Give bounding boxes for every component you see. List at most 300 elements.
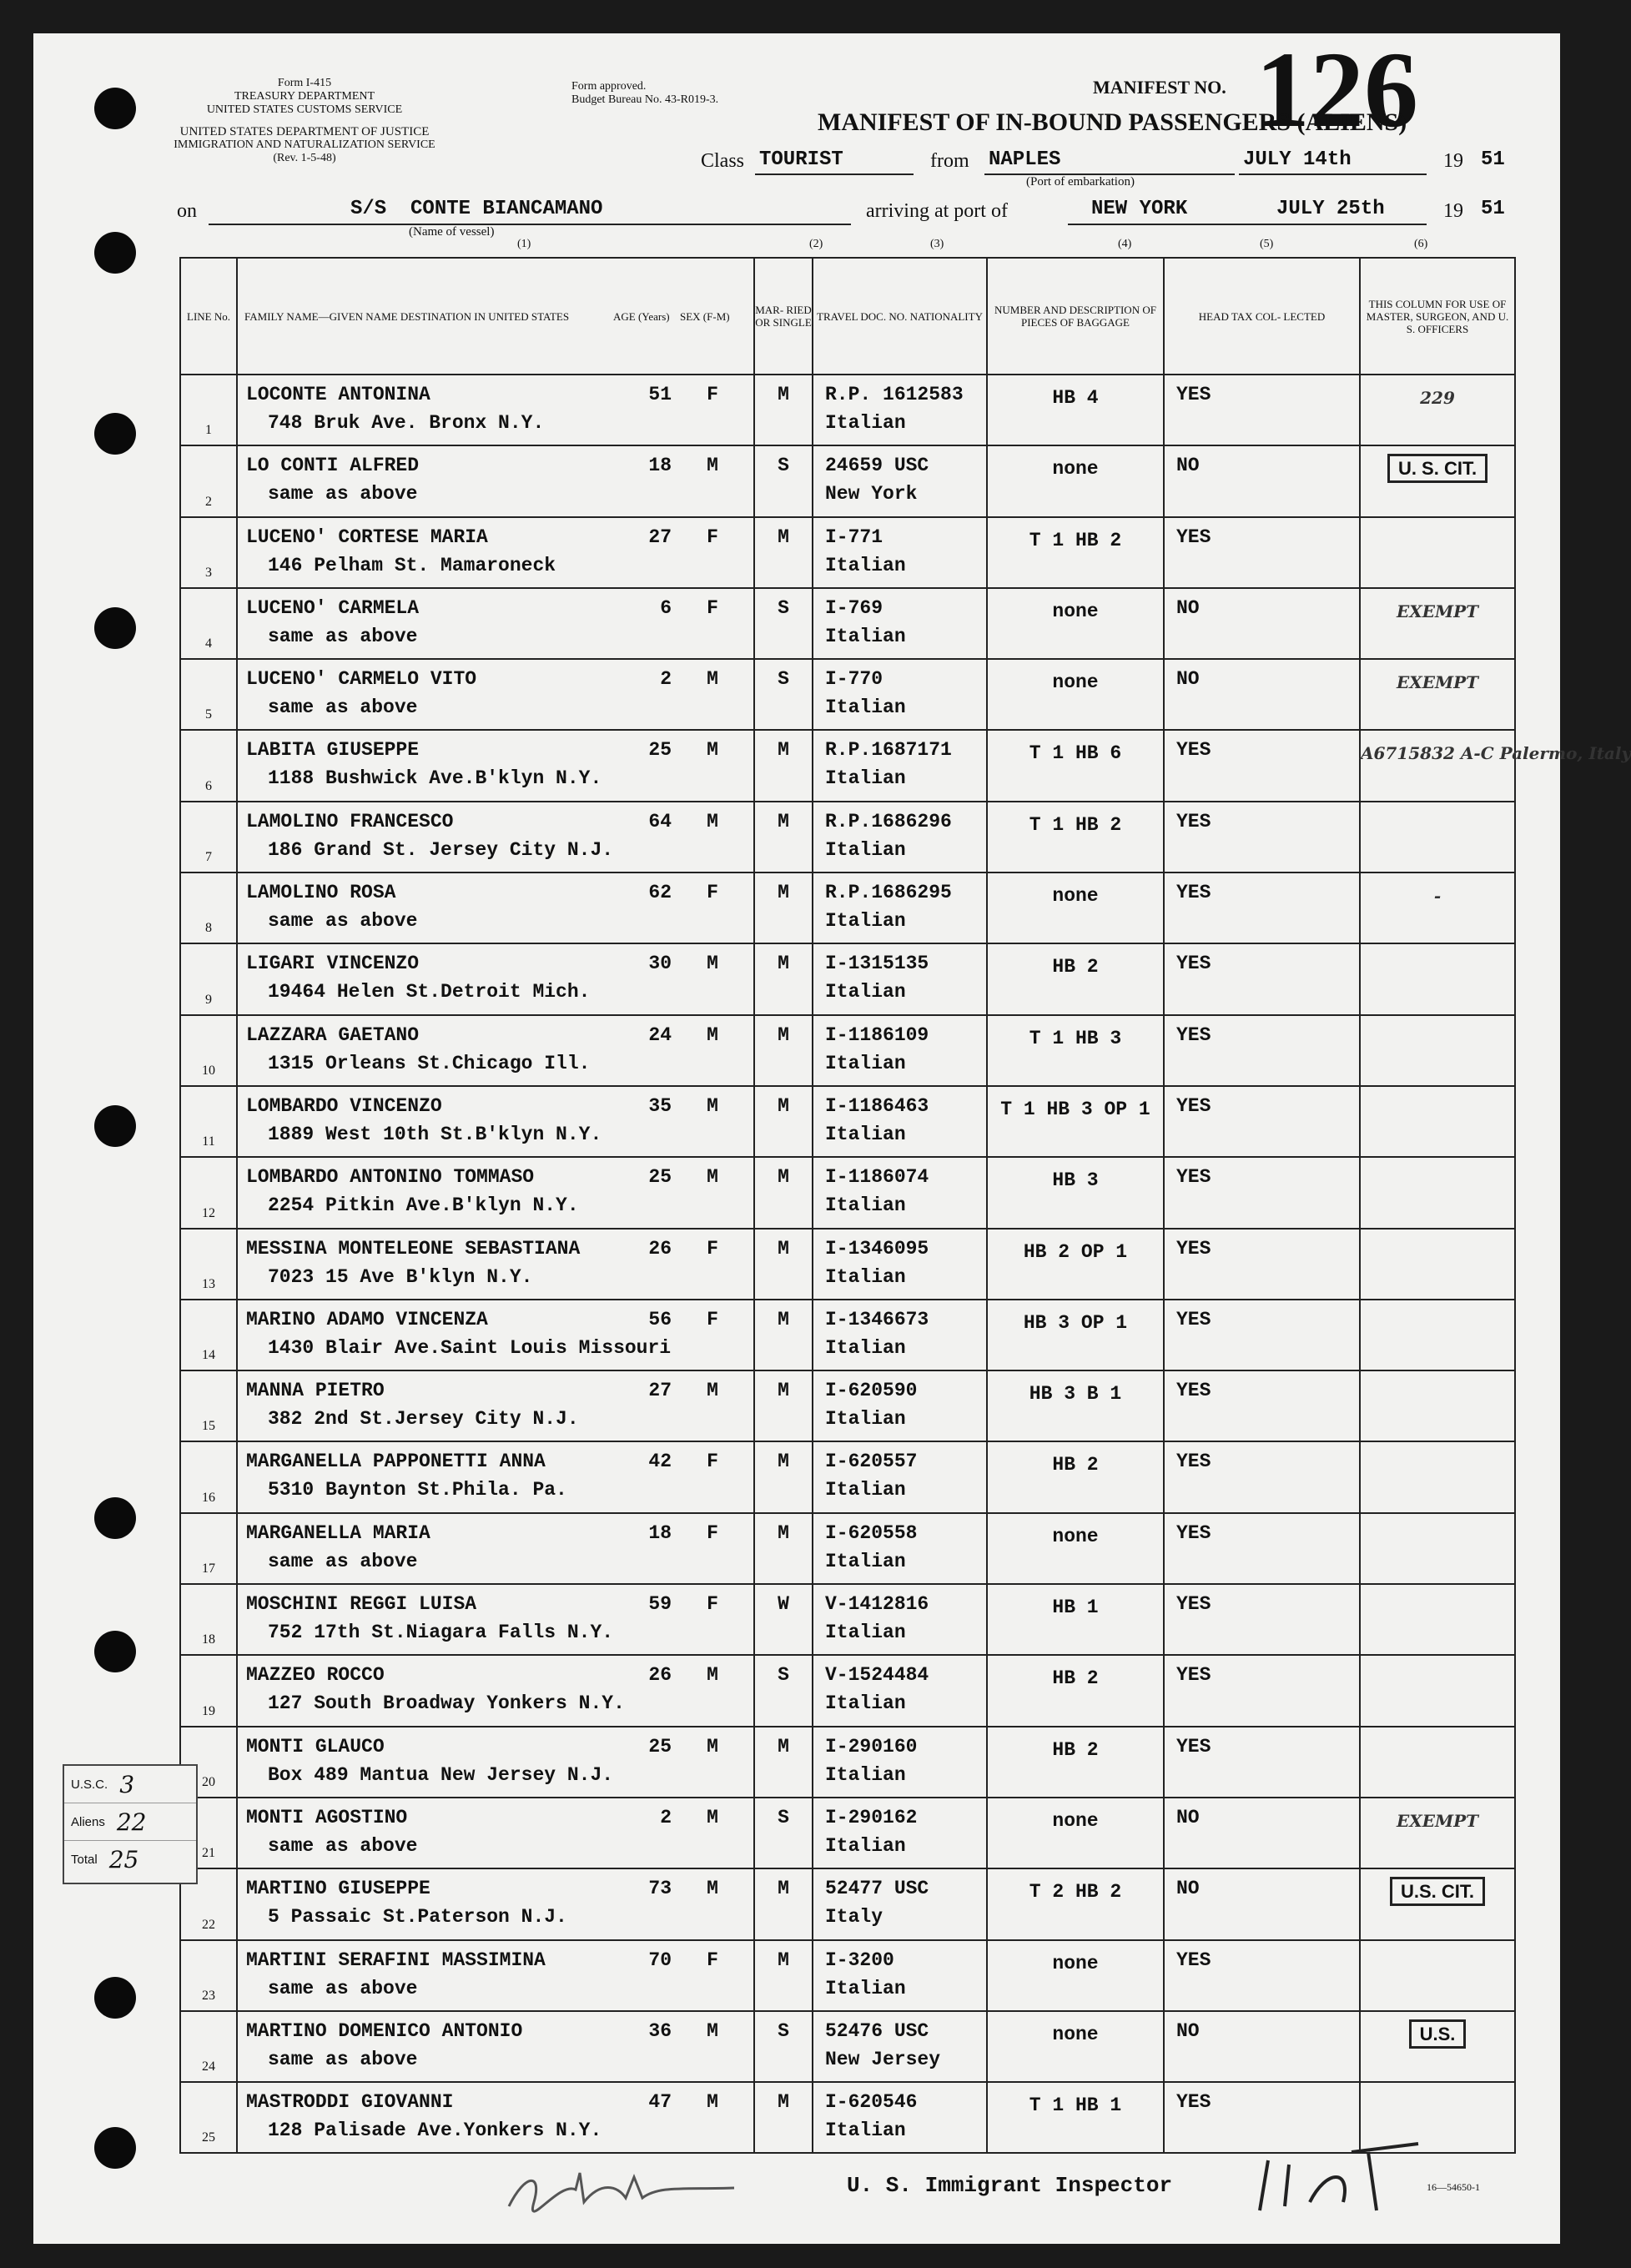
line-number-text: 10 (202, 1063, 215, 1078)
baggage: T 1 HB 6 (1029, 742, 1122, 765)
travel-doc-cell (813, 1015, 987, 1086)
marital-status: M (778, 810, 789, 832)
destination: 5 Passaic St.Paterson N.J. (268, 1906, 567, 1929)
nationality: Italian (825, 910, 906, 933)
binder-hole (94, 1977, 136, 2019)
marital-status: S (778, 668, 789, 691)
dept-line: UNITED STATES DEPARTMENT OF JUSTICE (179, 125, 430, 138)
destination: 1430 Blair Ave.Saint Louis Missouri (268, 1336, 672, 1359)
rule (209, 224, 851, 225)
summary-value: 22 (116, 1808, 147, 1836)
col-header-name-age-sex (237, 258, 754, 375)
baggage: none (1052, 671, 1099, 694)
line-number (180, 730, 237, 801)
passenger-sex: M (707, 953, 718, 975)
nationality: Italy (825, 1906, 883, 1929)
travel-doc: I-620546 (825, 2091, 918, 2114)
passenger-age: 30 (648, 953, 672, 975)
marital-cell (754, 1584, 813, 1655)
dept-line: IMMIGRATION AND NATURALIZATION SERVICE (174, 138, 435, 151)
marital-cell (754, 445, 813, 516)
approval-block (571, 80, 718, 107)
head-tax: NO (1176, 668, 1200, 691)
travel-doc: V-1412816 (825, 1593, 929, 1616)
destination: 748 Bruk Ave. Bronx N.Y. (268, 412, 545, 434)
head-tax-cell (1164, 1015, 1360, 1086)
travel-doc-cell (813, 375, 987, 445)
baggage-cell (987, 1655, 1164, 1726)
baggage-cell (987, 588, 1164, 659)
arrival-year: 51 (1481, 198, 1505, 220)
name-cell (237, 802, 754, 873)
travel-doc-cell (813, 1655, 987, 1726)
head-tax: YES (1176, 1237, 1211, 1260)
baggage: HB 1 (1052, 1597, 1099, 1619)
marital-cell (754, 943, 813, 1014)
baggage-cell (987, 1300, 1164, 1370)
passenger-name: MANNA PIETRO (246, 1380, 385, 1402)
destination: same as above (268, 483, 418, 505)
marital-cell (754, 1655, 813, 1726)
baggage: HB 2 OP 1 (1023, 1240, 1128, 1263)
col-number: (4) (1118, 238, 1132, 250)
table-row (180, 1584, 1515, 1655)
passenger-sex: M (707, 2019, 718, 2042)
head-tax-cell (1164, 873, 1360, 943)
officer-cell (1360, 659, 1515, 730)
officer-cell (1360, 730, 1631, 801)
baggage-cell (987, 730, 1164, 801)
baggage-cell (987, 1229, 1164, 1300)
passenger-age: 24 (648, 1023, 672, 1046)
col-header-married: MAR- RIED OR SINGLE (754, 258, 813, 375)
name-cell (237, 2082, 754, 2153)
marital-status: M (778, 1380, 789, 1402)
passenger-name: LAMOLINO FRANCESCO (246, 810, 454, 832)
line-number-text: 19 (202, 1703, 215, 1718)
passenger-name: LUCENO' CARMELO VITO (246, 668, 477, 691)
marital-status: S (778, 1664, 789, 1687)
travel-doc-cell (813, 517, 987, 588)
passenger-sex: F (707, 882, 718, 904)
baggage-cell (987, 2082, 1164, 2153)
officer-cell (1360, 1229, 1515, 1300)
head-tax: NO (1176, 1806, 1200, 1828)
col-number: (3) (930, 238, 944, 250)
head-tax: NO (1176, 1878, 1200, 1900)
marital-cell (754, 1868, 813, 1939)
head-tax: YES (1176, 810, 1211, 832)
passenger-age: 42 (648, 1451, 672, 1473)
passenger-summary-box (63, 1764, 198, 1884)
travel-doc-cell (813, 1798, 987, 1868)
travel-doc-cell (813, 1370, 987, 1441)
travel-doc: 52476 USC (825, 2019, 929, 2042)
passenger-name: MARTINI SERAFINI MASSIMINA (246, 1949, 546, 1971)
binder-hole (94, 1631, 136, 1672)
marital-cell (754, 517, 813, 588)
name-cell (237, 1584, 754, 1655)
inspector-initials (1251, 2135, 1435, 2219)
passenger-age: 64 (648, 810, 672, 832)
officer-cell (1360, 1300, 1515, 1370)
head-tax: NO (1176, 2019, 1200, 2042)
line-number (180, 1513, 237, 1584)
approval-note: Form approved. (571, 80, 647, 93)
travel-doc: I-1315135 (825, 953, 929, 975)
travel-doc-cell (813, 1727, 987, 1798)
passenger-age: 18 (648, 455, 672, 477)
table-row (180, 1513, 1515, 1584)
line-number-text: 2 (205, 494, 212, 509)
binder-hole (94, 2127, 136, 2169)
marital-status: M (778, 882, 789, 904)
officer-cell (1360, 1655, 1515, 1726)
officer-cell (1360, 873, 1515, 943)
passenger-sex: M (707, 1094, 718, 1117)
name-cell (237, 445, 754, 516)
travel-doc-cell (813, 1940, 987, 2011)
line-number-text: 6 (205, 778, 212, 793)
class-label: Class (701, 150, 745, 172)
officer-cell (1360, 445, 1515, 516)
passenger-name: MAZZEO ROCCO (246, 1664, 385, 1687)
line-number-text: 17 (202, 1561, 215, 1577)
marital-status: M (778, 1023, 789, 1046)
line-number-text: 14 (202, 1348, 215, 1363)
nationality: Italian (825, 625, 906, 647)
passenger-sex: M (707, 1380, 718, 1402)
name-cell (237, 1798, 754, 1868)
head-tax: YES (1176, 953, 1211, 975)
line-number (180, 375, 237, 445)
col-header-sex: SEX (F-M) (680, 309, 730, 323)
summary-usc (64, 1766, 196, 1803)
head-tax-cell (1164, 2011, 1360, 2082)
line-number-text: 22 (202, 1917, 215, 1932)
passenger-sex: F (707, 1451, 718, 1473)
passenger-sex: F (707, 1593, 718, 1616)
travel-doc: I-620558 (825, 1521, 918, 1544)
binder-hole (94, 413, 136, 455)
passenger-name: MARTINO DOMENICO ANTONIO (246, 2019, 523, 2042)
travel-doc-cell (813, 1513, 987, 1584)
col-header-travel-doc: TRAVEL DOC. NO. NATIONALITY (813, 258, 987, 375)
marital-cell (754, 873, 813, 943)
marital-status: M (778, 1878, 789, 1900)
officer-cell (1360, 1370, 1515, 1441)
table-row (180, 1015, 1515, 1086)
passenger-name: LO CONTI ALFRED (246, 455, 420, 477)
passenger-sex: F (707, 1237, 718, 1260)
binder-hole (94, 232, 136, 274)
head-tax-cell (1164, 1229, 1360, 1300)
travel-doc-cell (813, 1441, 987, 1512)
marital-cell (754, 2011, 813, 2082)
officer-cell (1360, 943, 1515, 1014)
line-number-text: 16 (202, 1490, 215, 1505)
table-row (180, 1940, 1515, 2011)
marital-cell (754, 1798, 813, 1868)
nationality: Italian (825, 1123, 906, 1145)
passenger-name: LAZZARA GAETANO (246, 1023, 420, 1046)
passenger-sex: M (707, 1166, 718, 1189)
form-number: Form I-415 (277, 77, 332, 89)
travel-doc-cell (813, 445, 987, 516)
head-tax-cell (1164, 1441, 1360, 1512)
line-number-text: 11 (202, 1134, 215, 1149)
passenger-age: 47 (648, 2091, 672, 2114)
line-number (180, 1086, 237, 1157)
head-tax: YES (1176, 1593, 1211, 1616)
nationality: Italian (825, 1977, 906, 1999)
head-tax: YES (1176, 1308, 1211, 1330)
passenger-name: LUCENO' CARMELA (246, 596, 420, 619)
line-number-text: 25 (202, 2130, 215, 2145)
manifest-page (33, 30, 1631, 2244)
name-cell (237, 730, 754, 801)
summary-label: U.S.C. (71, 1777, 108, 1792)
travel-doc: I-1186463 (825, 1094, 929, 1117)
passenger-age: 62 (648, 882, 672, 904)
passenger-sex: F (707, 384, 718, 405)
passenger-name: MONTI GLAUCO (246, 1735, 385, 1758)
line-number-text: 5 (205, 707, 212, 722)
head-tax-cell (1164, 1300, 1360, 1370)
arriving-label: arriving at port of (866, 200, 1008, 222)
head-tax-cell (1164, 517, 1360, 588)
head-tax-cell (1164, 1370, 1360, 1441)
inspector-label: U. S. Immigrant Inspector (847, 2173, 1173, 2198)
travel-doc: I-769 (825, 596, 883, 619)
col-header-line: LINE No. (180, 258, 237, 375)
line-number-text: 18 (202, 1632, 215, 1647)
arrival-port: NEW YORK (1091, 198, 1188, 220)
head-tax: YES (1176, 1451, 1211, 1473)
rule (1239, 173, 1427, 175)
head-tax: NO (1176, 455, 1200, 477)
travel-doc-cell (813, 1086, 987, 1157)
baggage: HB 3 OP 1 (1023, 1311, 1128, 1334)
head-tax: YES (1176, 1949, 1211, 1971)
travel-doc-cell (813, 1300, 987, 1370)
baggage: T 1 HB 3 (1029, 1027, 1122, 1049)
line-number (180, 1441, 237, 1512)
passenger-rows (180, 375, 1631, 2153)
table-row (180, 1370, 1515, 1441)
passenger-age: 26 (648, 1237, 672, 1260)
line-number (180, 1940, 237, 2011)
officer-cell (1360, 1441, 1515, 1512)
nationality: Italian (825, 2120, 906, 2142)
destination: same as above (268, 1834, 418, 1857)
marital-cell (754, 1370, 813, 1441)
summary-aliens (64, 1803, 196, 1841)
line-number-text: 23 (202, 1988, 215, 2003)
binder-hole (94, 1497, 136, 1539)
table-row (180, 1441, 1515, 1512)
passenger-name: MOSCHINI REGGI LUISA (246, 1593, 477, 1616)
baggage-cell (987, 1370, 1164, 1441)
head-tax: YES (1176, 1166, 1211, 1189)
baggage-cell (987, 375, 1164, 445)
name-cell (237, 1940, 754, 2011)
baggage-cell (987, 517, 1164, 588)
nationality: New Jersey (825, 2048, 941, 2070)
passenger-name: MARTINO GIUSEPPE (246, 1878, 430, 1900)
travel-doc-cell (813, 1584, 987, 1655)
nationality: Italian (825, 1336, 906, 1359)
marital-status: M (778, 1166, 789, 1189)
name-cell (237, 1370, 754, 1441)
destination: 2254 Pitkin Ave.B'klyn N.Y. (268, 1194, 579, 1217)
passenger-name: LOMBARDO VINCENZO (246, 1094, 442, 1117)
passenger-sex: F (707, 1308, 718, 1330)
line-number (180, 1015, 237, 1086)
passenger-age: 36 (648, 2019, 672, 2042)
passenger-age: 25 (648, 1166, 672, 1189)
passenger-sex: M (707, 739, 718, 762)
baggage-cell (987, 1441, 1164, 1512)
destination: same as above (268, 910, 418, 933)
line-number (180, 943, 237, 1014)
departure-date: JULY 14th (1243, 148, 1352, 171)
table-row (180, 2011, 1515, 2082)
officer-cell (1360, 375, 1515, 445)
manifest-label: MANIFEST NO. (1093, 77, 1226, 98)
nationality: Italian (825, 1194, 906, 1217)
head-tax: YES (1176, 739, 1211, 762)
travel-doc: R.P.1686295 (825, 882, 952, 904)
head-tax-cell (1164, 1868, 1360, 1939)
passenger-name: LIGARI VINCENZO (246, 953, 420, 975)
line-number-text: 3 (205, 565, 212, 580)
officer-cell (1360, 1086, 1515, 1157)
baggage: HB 3 B 1 (1029, 1383, 1122, 1406)
passenger-age: 56 (648, 1308, 672, 1330)
travel-doc: I-770 (825, 668, 883, 691)
passenger-name: LOMBARDO ANTONINO TOMMASO (246, 1166, 535, 1189)
officer-cell (1360, 1940, 1515, 2011)
passenger-name: MARGANELLA PAPPONETTI ANNA (246, 1451, 546, 1473)
nationality: Italian (825, 554, 906, 576)
destination: 1315 Orleans St.Chicago Ill. (268, 1052, 591, 1074)
passenger-sex: M (707, 1023, 718, 1046)
head-tax-cell (1164, 1584, 1360, 1655)
head-tax-cell (1164, 1940, 1360, 2011)
baggage: T 1 HB 1 (1029, 2095, 1122, 2117)
baggage: T 1 HB 2 (1029, 813, 1122, 836)
marital-status: M (778, 739, 789, 762)
officer-cell (1360, 1868, 1515, 1939)
travel-doc: I-1346095 (825, 1237, 929, 1260)
destination: 128 Palisade Ave.Yonkers N.Y. (268, 2120, 602, 2142)
destination: 1188 Bushwick Ave.B'klyn N.Y. (268, 767, 602, 790)
baggage-cell (987, 659, 1164, 730)
head-tax-cell (1164, 1798, 1360, 1868)
head-tax-cell (1164, 1513, 1360, 1584)
travel-doc: I-620590 (825, 1380, 918, 1402)
name-cell (237, 1015, 754, 1086)
table-row (180, 1727, 1515, 1798)
destination: same as above (268, 2048, 418, 2070)
rule (1068, 224, 1427, 225)
passenger-age: 2 (660, 1806, 672, 1828)
baggage: none (1052, 458, 1099, 480)
col-number: (1) (517, 238, 531, 250)
passenger-name: MARGANELLA MARIA (246, 1521, 430, 1544)
name-cell (237, 1229, 754, 1300)
head-tax-cell (1164, 802, 1360, 873)
baggage: HB 3 (1052, 1169, 1099, 1192)
table-row (180, 1798, 1515, 1868)
baggage-cell (987, 1513, 1164, 1584)
head-tax: YES (1176, 1521, 1211, 1544)
travel-doc-cell (813, 873, 987, 943)
marital-cell (754, 1015, 813, 1086)
nationality: Italian (825, 1763, 906, 1786)
table-row (180, 1157, 1515, 1228)
name-cell (237, 1868, 754, 1939)
baggage-cell (987, 1940, 1164, 2011)
col-header-age: AGE (Years) (613, 309, 670, 323)
baggage-cell (987, 445, 1164, 516)
head-tax: YES (1176, 882, 1211, 904)
officer-cell (1360, 2011, 1515, 2082)
head-tax-cell (1164, 659, 1360, 730)
nationality: Italian (825, 1408, 906, 1431)
marital-cell (754, 659, 813, 730)
baggage: none (1052, 1952, 1099, 1974)
travel-doc: I-290160 (825, 1735, 918, 1758)
marital-cell (754, 1157, 813, 1228)
head-tax-cell (1164, 445, 1360, 516)
signature (501, 2156, 751, 2223)
name-cell (237, 1441, 754, 1512)
destination: 5310 Baynton St.Phila. Pa. (268, 1479, 567, 1501)
officer-remark: 229 (1420, 388, 1455, 408)
line-number-text: 12 (202, 1205, 215, 1220)
marital-status: M (778, 2091, 789, 2114)
marital-cell (754, 1300, 813, 1370)
table-row (180, 1229, 1515, 1300)
baggage-cell (987, 873, 1164, 943)
passenger-sex: M (707, 2091, 718, 2114)
marital-status: M (778, 1735, 789, 1758)
class-value: TOURIST (759, 148, 843, 171)
head-tax-cell (1164, 1727, 1360, 1798)
officer-cell (1360, 517, 1515, 588)
name-cell (237, 873, 754, 943)
head-tax: YES (1176, 1094, 1211, 1117)
passenger-sex: F (707, 596, 718, 619)
destination: same as above (268, 1977, 418, 1999)
arrival-year-prefix: 19 (1443, 200, 1463, 222)
destination: 186 Grand St. Jersey City N.J. (268, 838, 614, 861)
us-citizen-stamp: U. S. CIT. (1387, 454, 1488, 483)
line-number (180, 1229, 237, 1300)
baggage: HB 4 (1052, 387, 1099, 409)
marital-status: S (778, 2019, 789, 2042)
line-number (180, 517, 237, 588)
passenger-age: 27 (648, 526, 672, 548)
travel-doc: I-1186074 (825, 1166, 929, 1189)
officer-remark: A6715832 A-C Palermo, Italy (1361, 743, 1631, 764)
passenger-age: 18 (648, 1521, 672, 1544)
summary-value: 25 (108, 1845, 139, 1873)
line-number-text: 9 (205, 992, 212, 1007)
marital-cell (754, 730, 813, 801)
